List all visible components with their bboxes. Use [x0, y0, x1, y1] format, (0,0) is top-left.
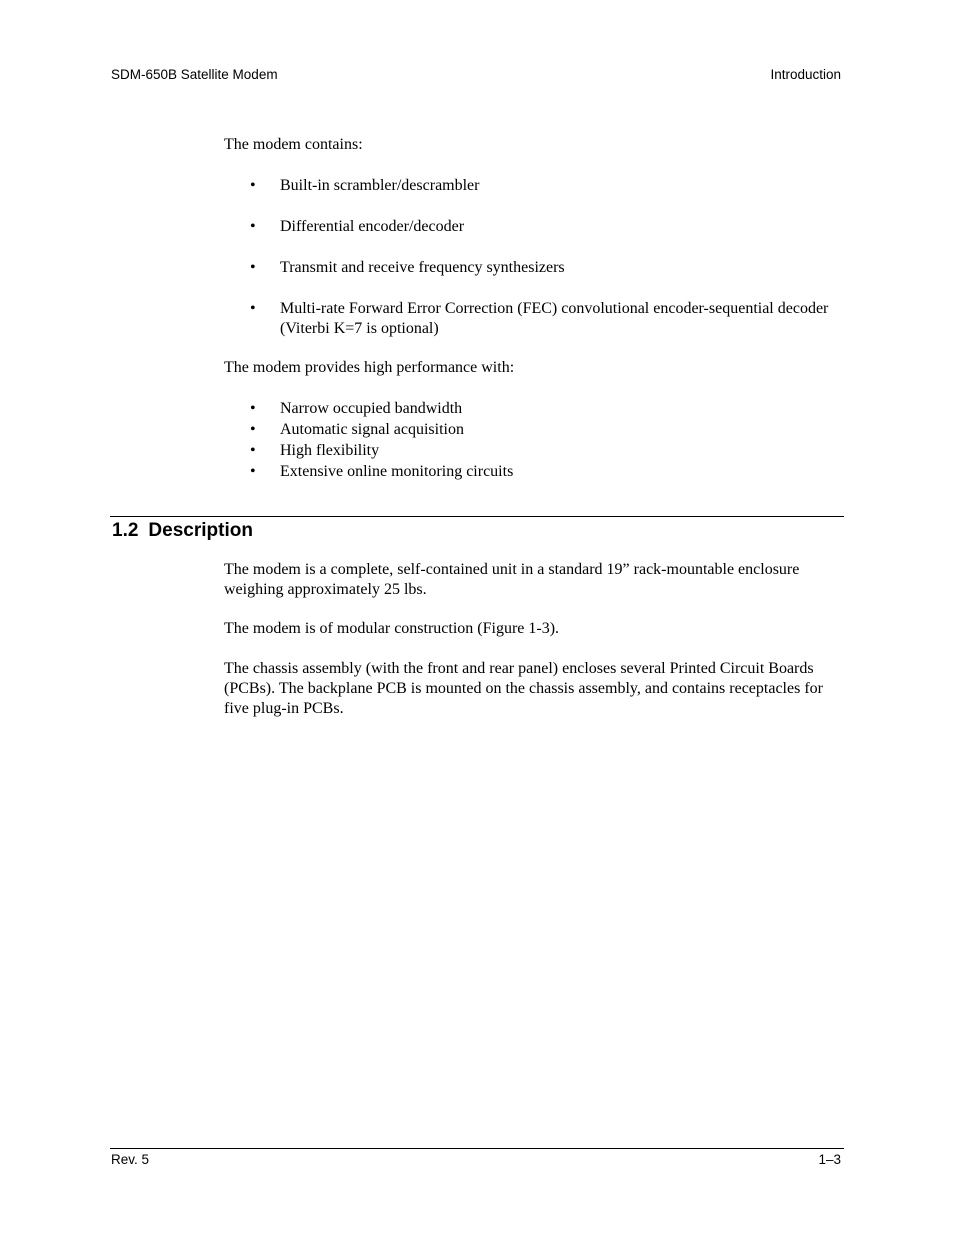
list-item-text: Transmit and receive frequency synthesizers — [280, 259, 565, 276]
footer-divider — [110, 1148, 844, 1149]
footer-page-number: 1–3 — [818, 1152, 841, 1167]
contains-list — [250, 176, 844, 360]
list-item-text: Multi-rate Forward Error Correction (FEC) convolutional encoder-sequential decoder (Viterbi K=7 is optional) — [280, 300, 829, 337]
list-item-text: High flexibility — [280, 442, 380, 459]
bullet-icon: • — [250, 300, 256, 317]
bullet-icon: • — [250, 442, 256, 459]
bullet-icon: • — [250, 177, 256, 194]
bullet-icon: • — [250, 400, 256, 417]
section-divider — [110, 516, 844, 517]
performance-intro-text: The modem provides high performance with: — [224, 359, 515, 376]
list-item-text: Automatic signal acquisition — [280, 421, 464, 438]
footer-revision: Rev. 5 — [111, 1152, 150, 1167]
section-number: 1.2 — [112, 520, 139, 541]
list-item-text: Narrow occupied bandwidth — [280, 400, 463, 417]
list-item — [250, 299, 844, 339]
section-heading — [112, 519, 253, 543]
contains-intro-text: The modem contains: — [224, 136, 363, 153]
description-paragraph: The modem is a complete, self-contained unit in a standard 19” rack-mountable enclosure weighing approximately 25 lbs. — [224, 561, 800, 598]
list-item-text: Extensive online monitoring circuits — [280, 463, 514, 480]
header-document-title: SDM-650B Satellite Modem — [111, 67, 278, 82]
bullet-icon: • — [250, 218, 256, 235]
list-item — [250, 420, 844, 440]
list-item — [250, 441, 844, 461]
bullet-icon: • — [250, 421, 256, 438]
section-title: Description — [148, 520, 253, 541]
list-item — [250, 462, 844, 482]
description-paragraph: The modem is of modular construction (Figure 1-3). — [224, 620, 560, 637]
list-item — [250, 176, 844, 196]
list-item — [250, 217, 844, 237]
bullet-icon: • — [250, 259, 256, 276]
list-item-text: Built-in scrambler/descrambler — [280, 177, 480, 194]
description-paragraph: The chassis assembly (with the front and rear panel) encloses several Printed Circuit Boards (PCBs). The backplane PCB is mounted on the chassis assembly, and contains receptacles for five plug-in PCBs. — [224, 660, 823, 717]
header-chapter-title: Introduction — [770, 67, 841, 82]
performance-list — [250, 399, 844, 483]
list-item — [250, 399, 844, 419]
list-item — [250, 258, 844, 278]
list-item-text: Differential encoder/decoder — [280, 218, 465, 235]
bullet-icon: • — [250, 463, 256, 480]
